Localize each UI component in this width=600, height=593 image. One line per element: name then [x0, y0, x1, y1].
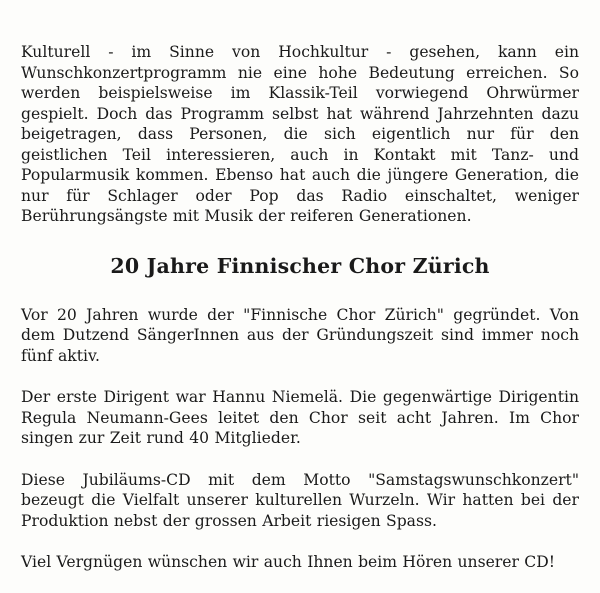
intro-paragraph: Kulturell - im Sinne von Hochkultur - gesehen, kann ein Wunschkonzertprogramm nie eine hohe Bedeutung erreichen. So werden beispielsweise im Klassik-Teil vorwiegend Ohrwürmer gespielt. Doch das Programm selbst hat während Jahrzehnten dazu beigetragen, dass Personen, die sich eigentlich nur für den geistlichen Teil interessieren, auch in Kontakt mit Tanz- und Popularmusik kommen. Ebenso hat auch die jüngere Generation, die nur für Schlager oder Pop das Radio einschaltet, weniger Berührungsängste mit Musik der reiferen Generationen. [21, 43, 579, 225]
founding-paragraph: Vor 20 Jahren wurde der "Finnische Chor Zürich" gegründet. Von dem Dutzend SängerInnen aus der Gründungszeit sind immer noch fünf aktiv. [21, 305, 579, 365]
conductor-paragraph: Der erste Dirigent war Hannu Niemelä. Die gegenwärtige Dirigentin Regula Neumann-Gees leitet den Chor seit acht Jahren. Im Chor singen zur Zeit rund 40 Mitglieder. [21, 388, 579, 447]
section-title: 20 Jahre Finnischer Chor Zürich [110, 253, 490, 278]
cd-paragraph: Diese Jubiläums-CD mit dem Motto "Samstagswunschkonzert" bezeugt die Vielfalt unserer kulturellen Wurzeln. Wir hatten bei der Produktion nebst der grossen Arbeit riesigen Spass. [21, 470, 579, 530]
closing-paragraph: Viel Vergnügen wünschen wir auch Ihnen beim Hören unserer CD! [21, 553, 555, 571]
